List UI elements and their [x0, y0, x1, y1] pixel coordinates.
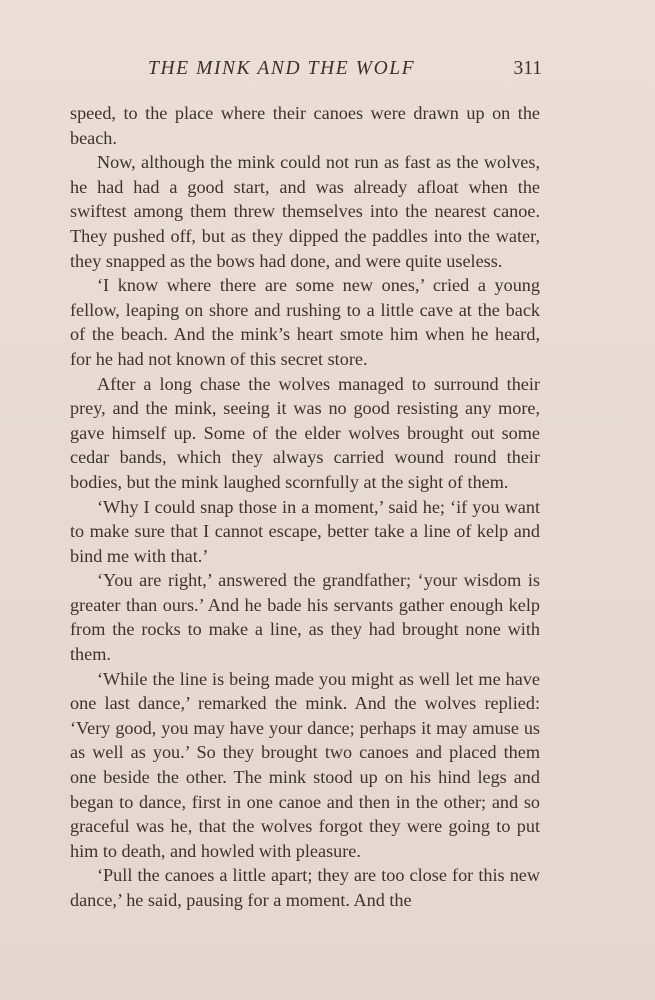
- paragraph: ‘I know where there are some new ones,’ cried a young fellow, leaping on shore and rushing to a little cave at the back of the beach. And the mink’s heart smote him when he heard, for he had not known of this secret store.: [70, 275, 540, 369]
- running-head: [148, 58, 542, 88]
- paragraph: After a long chase the wolves managed to surround their prey, and the mink, seeing it was no good resisting any more, gave himself up. Some of the elder wolves brought out some cedar bands, which they always carried wound round their bodies, but the mink laughed scornfully at the sight of them.: [70, 373, 540, 492]
- paragraph: speed, to the place where their canoes were drawn up on the beach.: [70, 103, 540, 148]
- page-number: 311: [513, 58, 542, 79]
- paragraph: ‘While the line is being made you might as well let me have one last dance,’ remarked the mink. And the wolves replied: ‘Very good, you may have your dance; perhaps it may amuse us as well as you.’ So they brought two canoes and placed them one beside the other. The mink stood up on his hind legs and began to dance, first in one canoe and then in the other; and so graceful was he, that the wolves forgot they were going to put him to death, and howled with pleasure.: [70, 668, 540, 861]
- paragraph: Now, although the mink could not run as fast as the wolves, he had had a good start, and was already afloat when the swiftest among them threw themselves into the nearest canoe. They pushed off, but as they dipped the paddles into the water, they snapped as the bows had done, and were quite useless.: [70, 152, 540, 271]
- paragraph: ‘You are right,’ answered the grandfather; ‘your wisdom is greater than ours.’ And he bade his servants gather enough kelp from the rocks to make a line, as they had brought none with them.: [70, 570, 540, 665]
- paragraph: ‘Pull the canoes a little apart; they are too close for this new dance,’ he said, pausing for a moment. And the: [70, 865, 540, 910]
- running-title: THE MINK AND THE WOLF: [148, 58, 416, 79]
- paragraph: ‘Why I could snap those in a moment,’ said he; ‘if you want to make sure that I cannot escape, better take a line of kelp and bind me with that.’: [70, 496, 540, 566]
- text-body: [70, 101, 540, 913]
